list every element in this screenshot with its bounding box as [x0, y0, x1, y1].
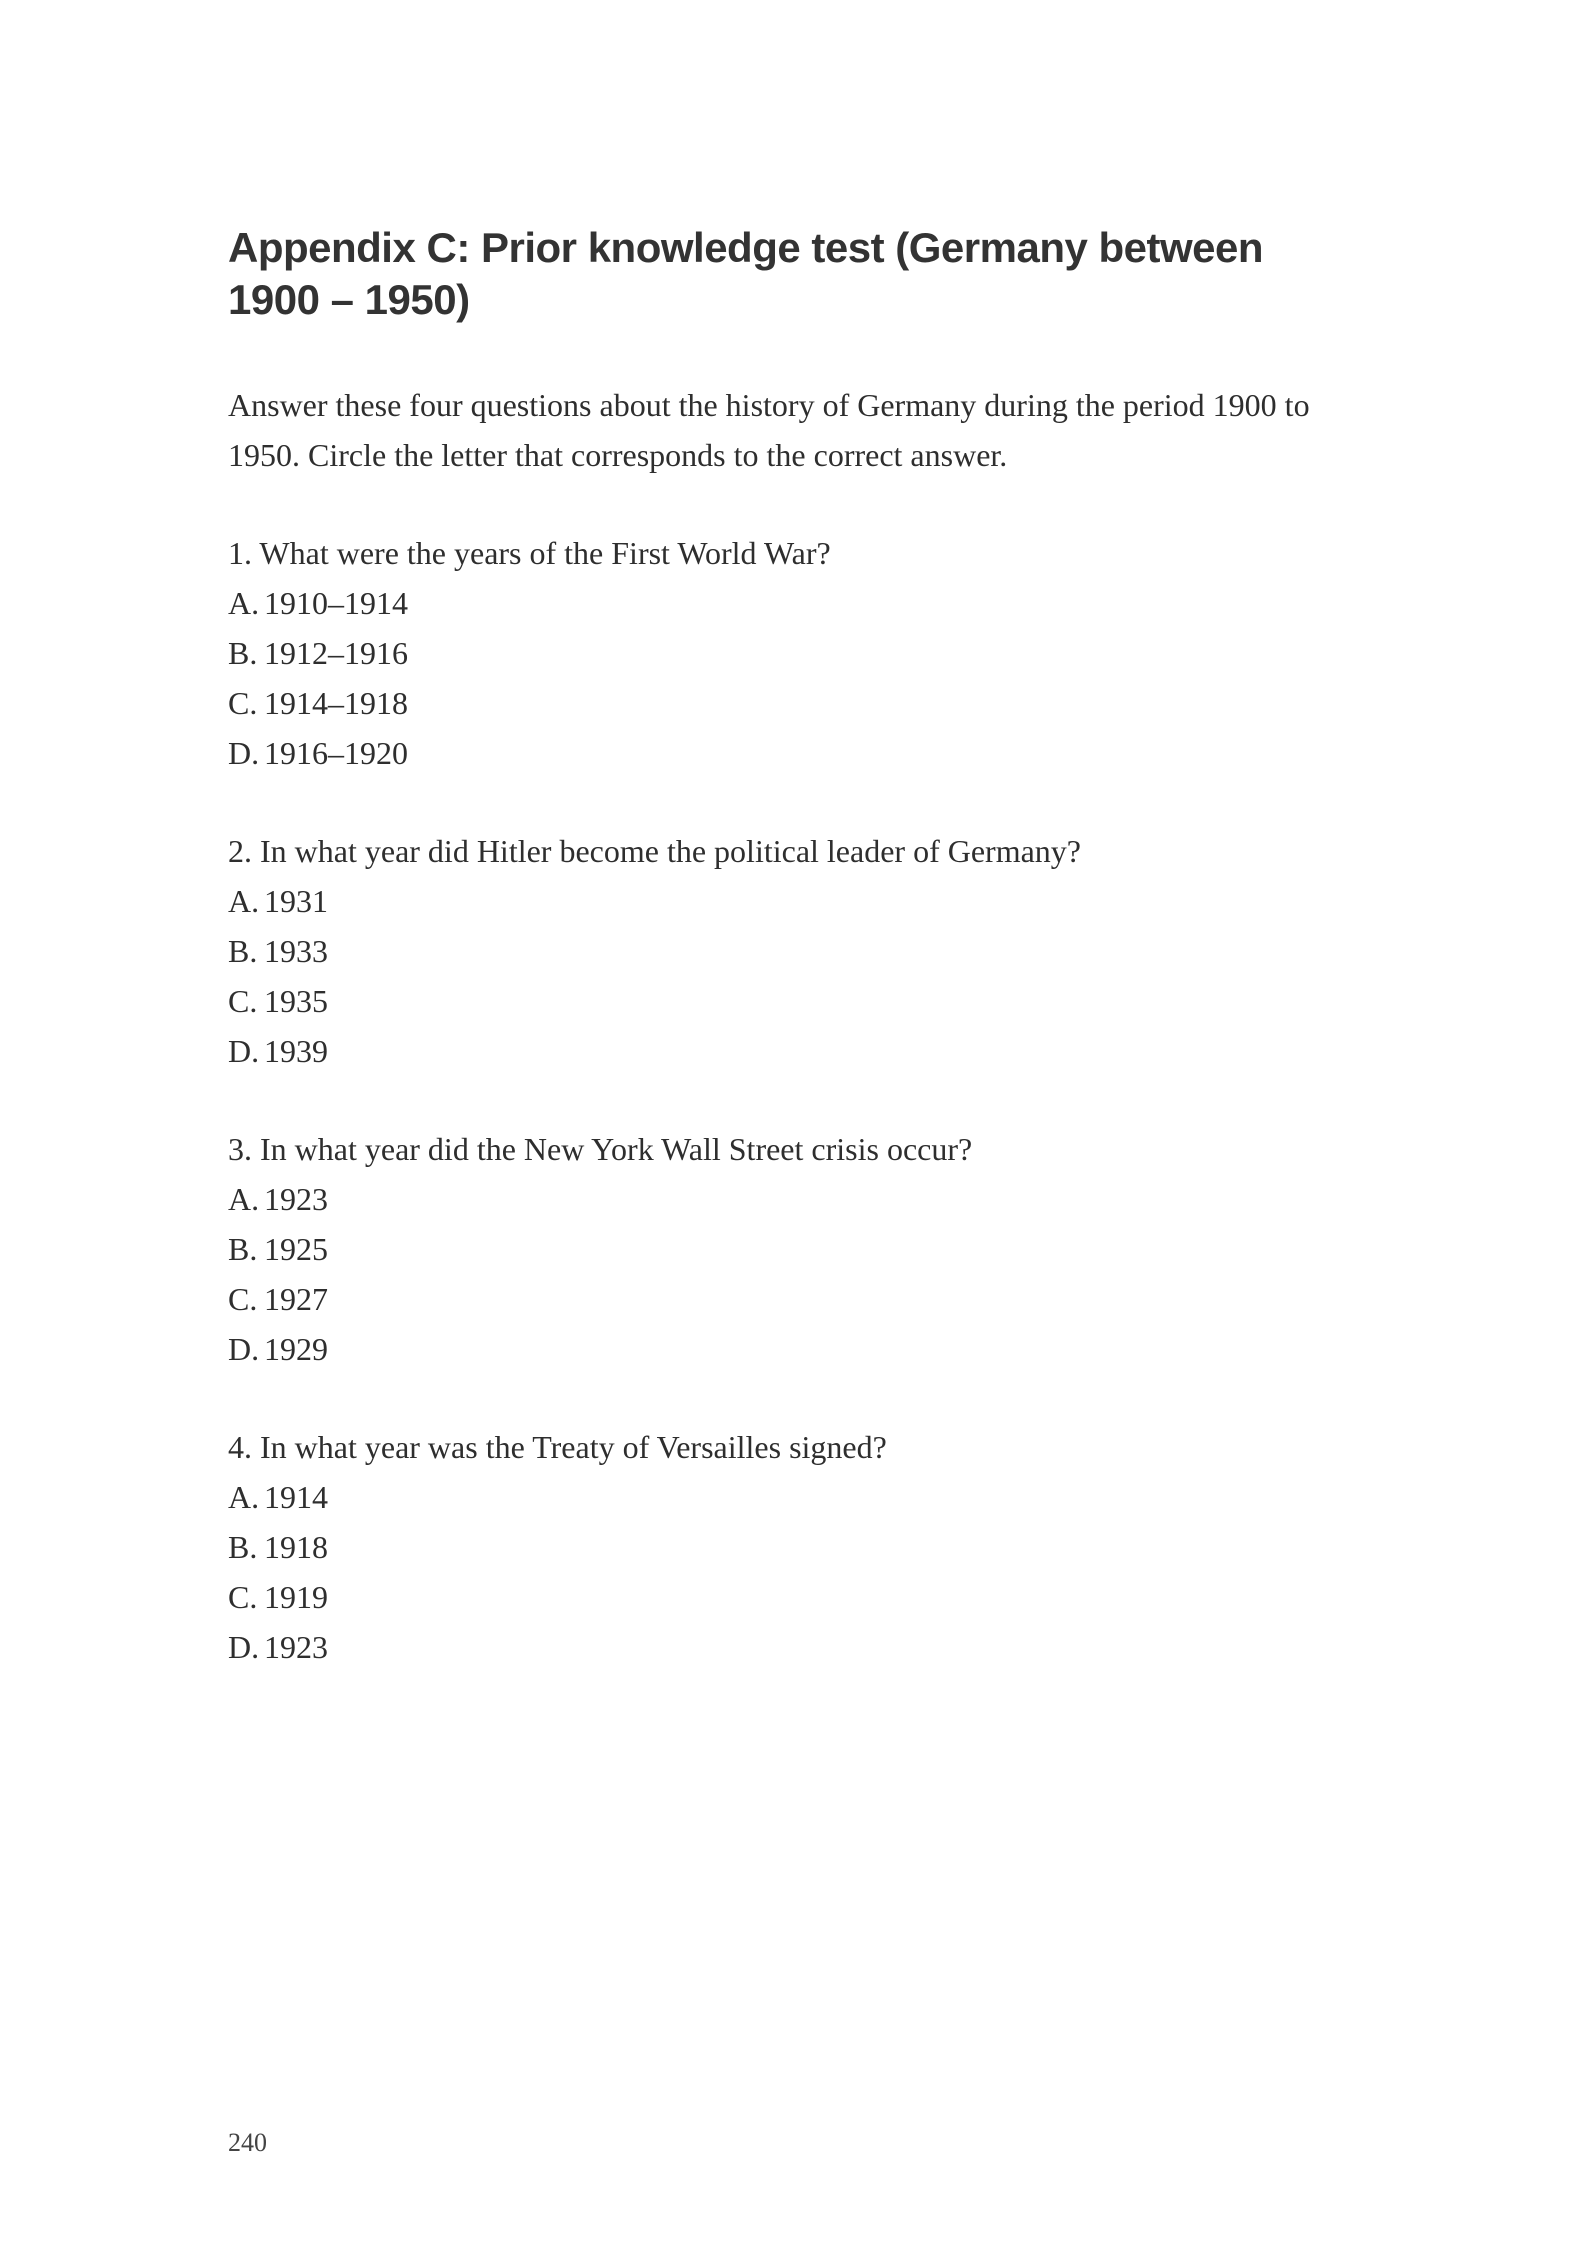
- option-letter: C.: [228, 983, 258, 1019]
- option-text: 1916–1920: [264, 735, 408, 771]
- option-letter: A.: [228, 585, 260, 621]
- answer-option: [228, 1224, 1378, 1274]
- option-letter: B.: [228, 933, 258, 969]
- answer-options: [228, 1174, 1378, 1374]
- option-text: 1923: [264, 1629, 328, 1665]
- answer-option: [228, 1622, 1378, 1672]
- option-text: 1927: [264, 1281, 328, 1317]
- option-text: 1939: [264, 1033, 328, 1069]
- answer-options: [228, 1472, 1378, 1672]
- option-letter: D.: [228, 735, 260, 771]
- option-letter: C.: [228, 685, 258, 721]
- option-text: 1929: [264, 1331, 328, 1367]
- option-letter: A.: [228, 1181, 260, 1217]
- option-letter: B.: [228, 635, 258, 671]
- question-text: 4. In what year was the Treaty of Versailles signed?: [228, 1429, 887, 1465]
- option-text: 1914–1918: [264, 685, 408, 721]
- option-text: 1925: [264, 1231, 328, 1267]
- question-2: [228, 826, 1378, 1076]
- answer-options: [228, 876, 1378, 1076]
- option-letter: C.: [228, 1281, 258, 1317]
- page-title: Appendix C: Prior knowledge test (Germany between 1900 – 1950): [228, 224, 1264, 323]
- option-text: 1931: [264, 883, 328, 919]
- document-page: [228, 222, 1378, 1672]
- answer-option: [228, 926, 1378, 976]
- answer-option: [228, 628, 1378, 678]
- answer-option: [228, 876, 1378, 926]
- option-letter: B.: [228, 1529, 258, 1565]
- option-letter: B.: [228, 1231, 258, 1267]
- intro-paragraph: Answer these four questions about the history of Germany during the period 1900 to 1950. Circle the letter that corresponds to the correct answer.: [228, 387, 1310, 473]
- answer-option: [228, 1324, 1378, 1374]
- option-text: 1923: [264, 1181, 328, 1217]
- option-text: 1935: [264, 983, 328, 1019]
- question-3: [228, 1124, 1378, 1374]
- option-text: 1912–1916: [264, 635, 408, 671]
- option-text: 1919: [264, 1579, 328, 1615]
- option-text: 1910–1914: [264, 585, 408, 621]
- page-number: 240: [228, 2128, 267, 2157]
- answer-option: [228, 728, 1378, 778]
- option-letter: D.: [228, 1033, 260, 1069]
- option-letter: D.: [228, 1629, 260, 1665]
- option-text: 1914: [264, 1479, 328, 1515]
- option-letter: C.: [228, 1579, 258, 1615]
- question-text: 3. In what year did the New York Wall Street crisis occur?: [228, 1131, 973, 1167]
- answer-option: [228, 578, 1378, 628]
- answer-option: [228, 1174, 1378, 1224]
- answer-option: [228, 1572, 1378, 1622]
- option-letter: D.: [228, 1331, 260, 1367]
- question-text: 2. In what year did Hitler become the political leader of Germany?: [228, 833, 1081, 869]
- answer-option: [228, 678, 1378, 728]
- answer-option: [228, 1274, 1378, 1324]
- option-letter: A.: [228, 883, 260, 919]
- question-text: 1. What were the years of the First World War?: [228, 535, 831, 571]
- option-text: 1933: [264, 933, 328, 969]
- answer-options: [228, 578, 1378, 778]
- answer-option: [228, 1472, 1378, 1522]
- answer-option: [228, 1026, 1378, 1076]
- option-letter: A.: [228, 1479, 260, 1515]
- answer-option: [228, 976, 1378, 1026]
- option-text: 1918: [264, 1529, 328, 1565]
- question-4: [228, 1422, 1378, 1672]
- answer-option: [228, 1522, 1378, 1572]
- question-1: [228, 528, 1378, 778]
